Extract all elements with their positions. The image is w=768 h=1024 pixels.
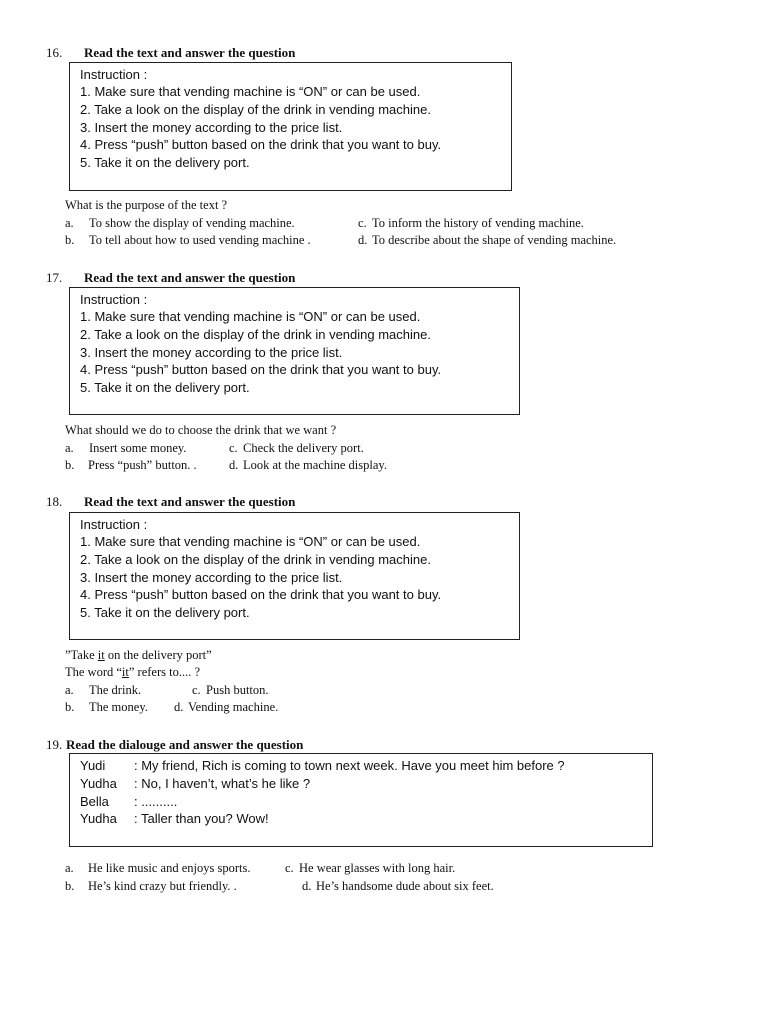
option-b[interactable]: He’s kind crazy but friendly. .: [88, 879, 237, 893]
option-b[interactable]: To tell about how to used vending machine .: [89, 233, 311, 247]
question-heading: Read the text and answer the question: [84, 270, 296, 285]
instruction-title: Instruction :: [80, 292, 148, 307]
option-letter: b.: [65, 458, 75, 472]
option-letter: d.: [358, 233, 368, 247]
instruction-step: 3. Insert the money according to the price list.: [80, 570, 343, 585]
instruction-box: [69, 512, 520, 640]
instruction-step: 1. Make sure that vending machine is “ON” or can be used.: [80, 534, 421, 549]
option-letter: a.: [65, 441, 74, 455]
instruction-step: 1. Make sure that vending machine is “ON” or can be used.: [80, 84, 421, 99]
option-letter: d.: [229, 458, 239, 472]
instruction-step: 3. Insert the money according to the price list.: [80, 120, 343, 135]
instruction-step: 3. Insert the money according to the price list.: [80, 345, 343, 360]
instruction-step: 2. Take a look on the display of the drink in vending machine.: [80, 102, 431, 117]
dialogue-line: : No, I haven’t, what’s he like ?: [134, 776, 311, 791]
option-d[interactable]: Vending machine.: [188, 700, 279, 714]
option-a[interactable]: Insert some money.: [89, 441, 187, 455]
instruction-step: 1. Make sure that vending machine is “ON” or can be used.: [80, 309, 421, 324]
instruction-step: 5. Take it on the delivery port.: [80, 605, 250, 620]
instruction-box: [69, 287, 520, 415]
option-letter: b.: [65, 879, 75, 893]
option-letter: c.: [192, 683, 201, 697]
dialogue-line: : ..........: [134, 794, 178, 809]
instruction-title: Instruction :: [80, 67, 148, 82]
option-c[interactable]: Check the delivery port.: [243, 441, 364, 455]
option-a[interactable]: The drink.: [89, 683, 142, 697]
question-heading: Read the text and answer the question: [84, 45, 296, 60]
option-a[interactable]: To show the display of vending machine.: [89, 216, 295, 230]
instruction-step: 5. Take it on the delivery port.: [80, 380, 250, 395]
option-b[interactable]: Press “push” button. .: [88, 458, 197, 472]
question-number: 17.: [46, 270, 63, 285]
option-b[interactable]: The money.: [89, 700, 148, 714]
question-text: What is the purpose of the text ?: [65, 198, 228, 212]
question-number: 18.: [46, 494, 63, 509]
dialogue-line: : My friend, Rich is coming to town next week. Have you meet him before ?: [134, 758, 565, 773]
question-number: 19.: [46, 737, 63, 752]
dialogue-speaker: Yudha: [80, 811, 117, 826]
option-letter: c.: [229, 441, 238, 455]
option-letter: d.: [174, 700, 184, 714]
option-letter: c.: [285, 861, 294, 875]
option-c[interactable]: Push button.: [206, 683, 269, 697]
instruction-step: 5. Take it on the delivery port.: [80, 155, 250, 170]
instruction-step: 4. Press “push” button based on the drink that you want to buy.: [80, 137, 442, 152]
dialogue-box: [69, 753, 653, 847]
option-d[interactable]: Look at the machine display.: [243, 458, 387, 472]
option-letter: c.: [358, 216, 367, 230]
option-letter: a.: [65, 683, 74, 697]
instruction-box: [69, 62, 512, 191]
dialogue-speaker: Bella: [80, 794, 109, 809]
question-number: 16.: [46, 45, 63, 60]
dialogue-line: : Taller than you? Wow!: [134, 811, 269, 826]
option-letter: a.: [65, 216, 74, 230]
dialogue-speaker: Yudha: [80, 776, 117, 791]
option-letter: b.: [65, 700, 75, 714]
dialogue-speaker: Yudi: [80, 758, 106, 773]
instruction-step: 4. Press “push” button based on the drink that you want to buy.: [80, 362, 442, 377]
option-d[interactable]: To describe about the shape of vending machine.: [372, 233, 617, 247]
option-letter: d.: [302, 879, 312, 893]
quoted-sentence: ”Take it on the delivery port”: [65, 648, 212, 662]
question-text: What should we do to choose the drink that we want ?: [65, 423, 337, 437]
question-text: The word “it” refers to.... ?: [65, 665, 201, 679]
instruction-step: 2. Take a look on the display of the drink in vending machine.: [80, 327, 431, 342]
question-heading: Read the dialouge and answer the question: [66, 737, 304, 752]
option-d[interactable]: He’s handsome dude about six feet.: [316, 879, 494, 893]
instruction-step: 4. Press “push” button based on the drink that you want to buy.: [80, 587, 442, 602]
option-c[interactable]: He wear glasses with long hair.: [299, 861, 456, 875]
question-heading: Read the text and answer the question: [84, 494, 296, 509]
option-a[interactable]: He like music and enjoys sports.: [88, 861, 251, 875]
instruction-title: Instruction :: [80, 517, 148, 532]
option-letter: b.: [65, 233, 75, 247]
instruction-step: 2. Take a look on the display of the drink in vending machine.: [80, 552, 431, 567]
option-c[interactable]: To inform the history of vending machine.: [372, 216, 584, 230]
option-letter: a.: [65, 861, 74, 875]
